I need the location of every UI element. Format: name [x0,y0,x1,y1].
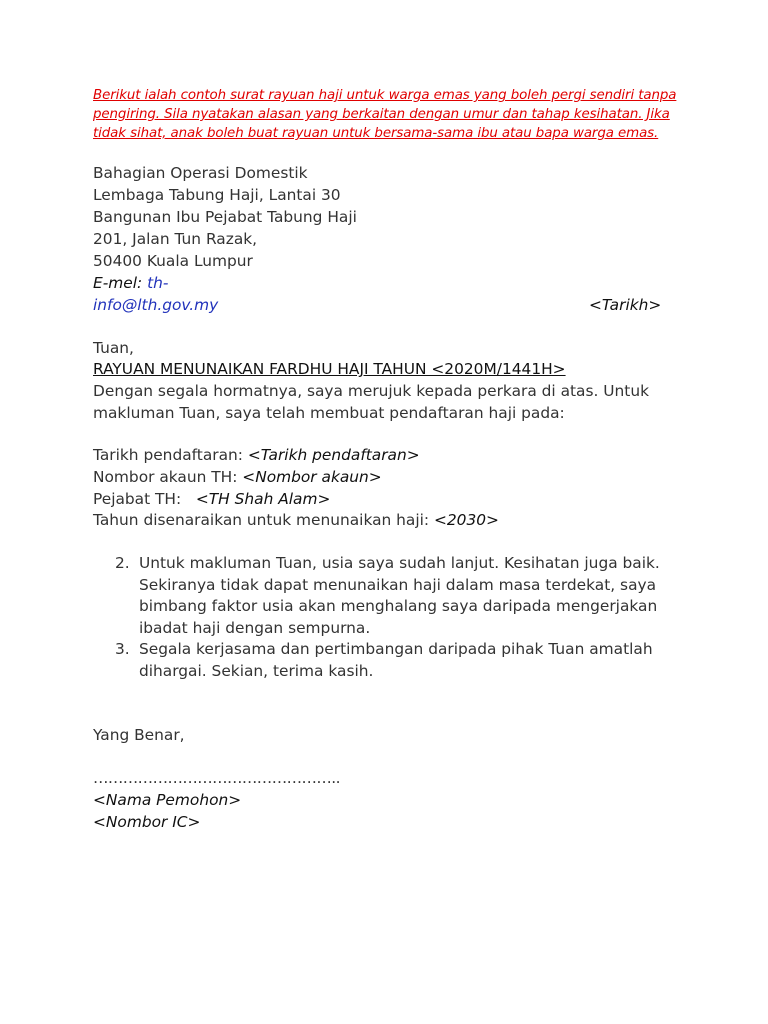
note-line: Berikut ialah contoh surat rayuan haji untuk warga emas yang boleh pergi sendiri tanpa [93,88,677,103]
address-line: Lembaga Tabung Haji, Lantai 30 [93,186,341,204]
detail-row [93,489,330,509]
intro-line: Dengan segala hormatnya, saya merujuk kepada perkara di atas. Untuk [93,382,650,400]
list-text-line: Segala kerjasama dan pertimbangan daripada pihak Tuan amatlah [139,640,653,658]
applicant-name: <Nama Pemohon> [93,791,242,809]
salutation: Tuan, [93,339,134,357]
detail-value: <Nombor akaun> [242,468,382,486]
note-line: tidak sihat, anak boleh buat rayuan untuk bersama-sama ibu atau bapa warga emas. [93,126,659,141]
applicant-ic: <Nombor IC> [93,813,201,831]
address-line: 50400 Kuala Lumpur [93,252,253,270]
email-label: E-mel: [93,274,148,292]
address-line: Bahagian Operasi Domestik [93,164,308,182]
detail-value: <TH Shah Alam> [195,490,331,508]
list-number: 3. [115,640,130,658]
list-text-line: Sekiranya tidak dapat menunaikan haji dalam masa terdekat, saya [139,575,657,594]
email-link-part1[interactable]: th- [147,274,169,292]
detail-row [93,445,420,465]
detail-label: Nombor akaun TH: [93,468,243,486]
address-line: Bangunan Ibu Pejabat Tabung Haji [93,208,357,226]
note-line: pengiring. Sila nyatakan alasan yang berkaitan dengan umur dan tahap kesihatan. Jika [93,107,670,122]
list-item [93,639,693,682]
email-link-part2[interactable]: info@lth.gov.my [93,296,219,314]
list-text-line: bimbang faktor usia akan menghalang saya daripada mengerjakan [139,597,658,615]
date-placeholder: <Tarikh> [589,296,662,314]
detail-value: <2030> [433,511,499,529]
list-text-line: Untuk makluman Tuan, usia saya sudah lanjut. Kesihatan juga baik. [139,554,660,572]
email-line [93,273,168,293]
list-text-line: ibadat haji dengan sempurna. [139,618,371,637]
intro-line: makluman Tuan, saya telah membuat pendaftaran haji pada: [93,404,565,422]
detail-label: Pejabat TH: [93,490,196,508]
detail-row [93,510,499,530]
subject-line: RAYUAN MENUNAIKAN FARDHU HAJI TAHUN <2020M/1441H> [93,360,566,378]
detail-label: Tarikh pendaftaran: [93,446,248,464]
instruction-note [93,86,693,143]
list-text-line: dihargai. Sekian, terima kasih. [139,661,374,680]
closing: Yang Benar, [93,726,185,744]
detail-label: Tahun disenaraikan untuk menunaikan haji: [93,511,434,529]
address-line: 201, Jalan Tun Razak, [93,230,258,248]
list-item [93,553,693,639]
signature-line: ………………………………………….. [93,769,341,787]
numbered-points [93,553,693,682]
detail-row [93,467,382,487]
list-number: 2. [115,554,130,572]
detail-value: <Tarikh pendaftaran> [247,446,420,464]
